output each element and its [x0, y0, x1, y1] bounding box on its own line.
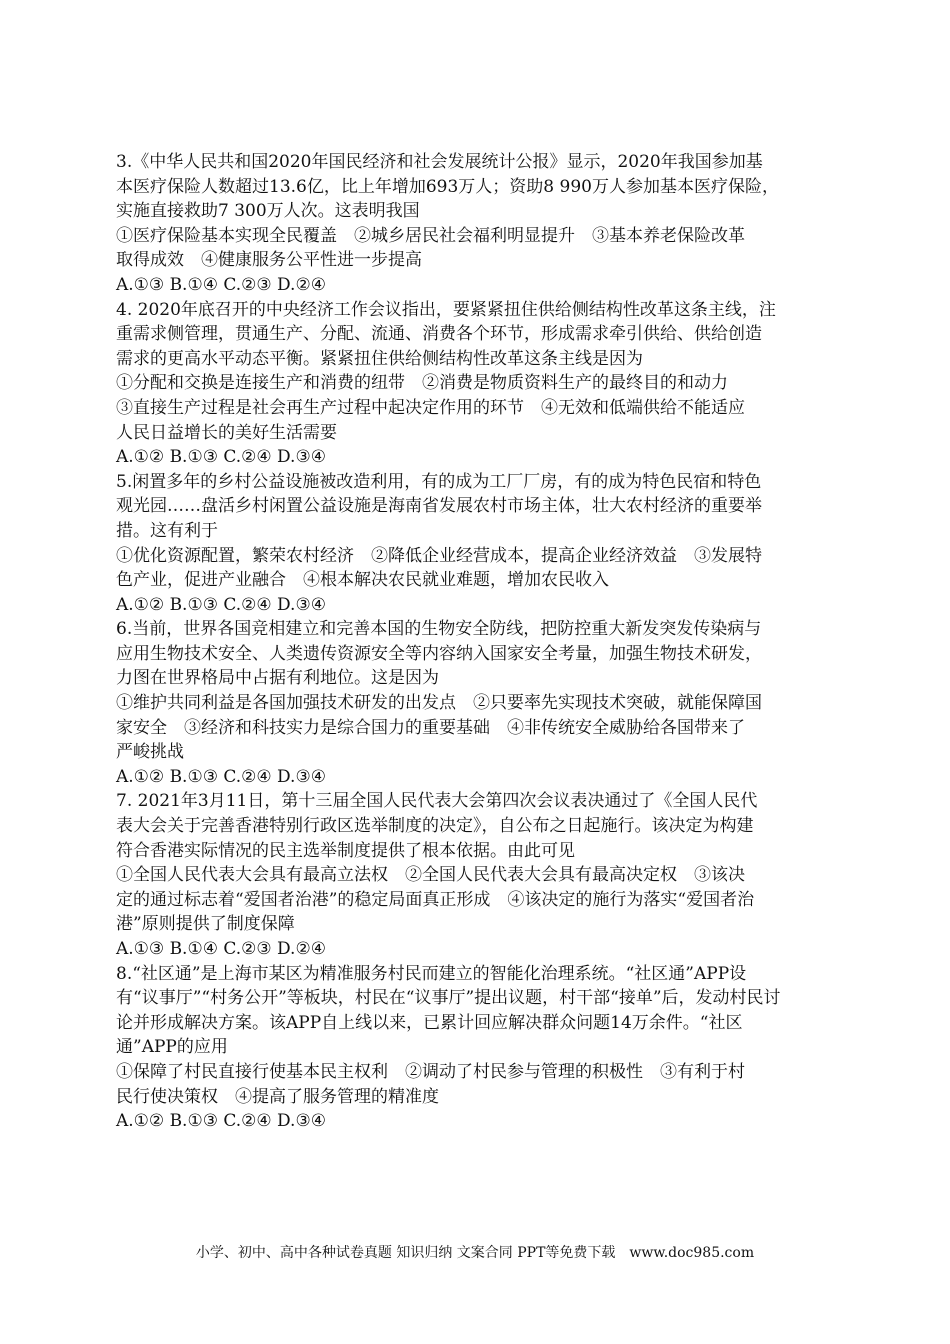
answer-options: A.①③ B.①④ C.②③ D.②④: [116, 939, 326, 959]
text-line: 港”原则提供了制度保障: [116, 914, 295, 935]
text-line: 严峻挑战: [116, 742, 184, 763]
question-content: [116, 150, 836, 1134]
text-line: 4. 2020年底召开的中央经济工作会议指出，要紧紧扭住供给侧结构性改革这条主线，注: [116, 299, 776, 320]
text-line: 需求的更高水平动态平衡。紧紧扭住供给侧结构性改革这条主线是因为: [116, 348, 643, 369]
text-line: 8.“社区通”是上海市某区为精准服务村民而建立的智能化治理系统。“社区通”APP设: [116, 963, 747, 984]
text-line: ③直接生产过程是社会再生产过程中起决定作用的环节 ④无效和低端供给不能适应: [116, 397, 745, 418]
text-line: ①维护共同利益是各国加强技术研发的出发点 ②只要率先实现技术突破，就能保障国: [116, 693, 762, 714]
answer-options: A.①③ B.①④ C.②③ D.②④: [116, 274, 326, 295]
text-line: 应用生物技术安全、人类遗传资源安全等内容纳入国家安全考量，加强生物技术研发，: [116, 643, 762, 664]
text-line: 6.当前，世界各国竞相建立和完善本国的生物安全防线，把防控重大新发突发传染病与: [116, 619, 762, 640]
text-line: 有“议事厅”“村务公开”等板块，村民在“议事厅”提出议题，村干部“接单”后，发动村民讨: [116, 988, 781, 1009]
text-line: ①全国人民代表大会具有最高立法权 ②全国人民代表大会具有最高决定权 ③该决: [116, 865, 745, 886]
text-line: 实施直接救助7 300万人次。这表明我国: [116, 201, 420, 222]
text-line: 符合香港实际情况的民主选举制度提供了根本依据。由此可见: [116, 840, 575, 861]
text-line: ①分配和交换是连接生产和消费的纽带 ②消费是物质资料生产的最终目的和动力: [116, 373, 728, 394]
text-line: 色产业，促进产业融合 ④根本解决农民就业难题，增加农民收入: [116, 570, 609, 591]
text-line: 3.《中华人民共和国2020年国民经济和社会发展统计公报》显示，2020年我国参加基: [116, 152, 763, 172]
text-line: 通”APP的应用: [116, 1037, 228, 1058]
text-line: ①优化资源配置，繁荣农村经济 ②降低企业经营成本，提高企业经济效益 ③发展特: [116, 545, 762, 566]
text-line: 定的通过标志着“爱国者治港”的稳定局面真正形成 ④该决定的施行为落实“爱国者治: [116, 889, 755, 910]
page-footer: 小学、初中、高中各种试卷真题 知识归纳 文案合同 PPT等免费下载 www.doc985.com: [195, 1245, 755, 1261]
text-line: 论并形成解决方案。该APP自上线以来，已累计回应解决群众问题14万余件。“社区: [116, 1012, 743, 1033]
text-line: 7. 2021年3月11日，第十三届全国人民代表大会第四次会议表决通过了《全国人民代: [116, 791, 758, 812]
answer-options: A.①② B.①③ C.②④ D.③④: [116, 594, 326, 615]
text-line: 取得成效 ④健康服务公平性进一步提高: [116, 250, 422, 271]
text-line: 重需求侧管理，贯通生产、分配、流通、消费各个环节，形成需求牵引供给、供给创造: [116, 324, 762, 345]
text-line: 本医疗保险人数超过13.6亿，比上年增加693万人；资助8 990万人参加基本医疗保险，: [116, 176, 779, 197]
text-line: 家安全 ③经济和科技实力是综合国力的重要基础 ④非传统安全威胁给各国带来了: [116, 717, 745, 738]
answer-options: A.①② B.①③ C.②④ D.③④: [116, 1111, 326, 1132]
text-line: ①保障了村民直接行使基本民主权利 ②调动了村民参与管理的积极性 ③有利于村: [116, 1061, 745, 1082]
text-line: 民行使决策权 ④提高了服务管理的精准度: [116, 1086, 439, 1107]
text-line: 人民日益增长的美好生活需要: [116, 422, 337, 443]
answer-options: A.①② B.①③ C.②④ D.③④: [116, 447, 326, 468]
text-line: ①医疗保险基本实现全民覆盖 ②城乡居民社会福利明显提升 ③基本养老保险改革: [116, 225, 745, 246]
text-line: 观光园……盘活乡村闲置公益设施是海南省发展农村市场主体，壮大农村经济的重要举: [116, 496, 762, 517]
text-line: 5.闲置多年的乡村公益设施被改造利用，有的成为工厂厂房，有的成为特色民宿和特色: [116, 471, 762, 492]
text-line: 措。这有利于: [116, 520, 218, 541]
text-line: 力图在世界格局中占据有利地位。这是因为: [116, 668, 439, 689]
answer-options: A.①② B.①③ C.②④ D.③④: [116, 766, 326, 787]
text-line: 表大会关于完善香港特别行政区选举制度的决定》，自公布之日起施行。该决定为构建: [116, 816, 754, 837]
